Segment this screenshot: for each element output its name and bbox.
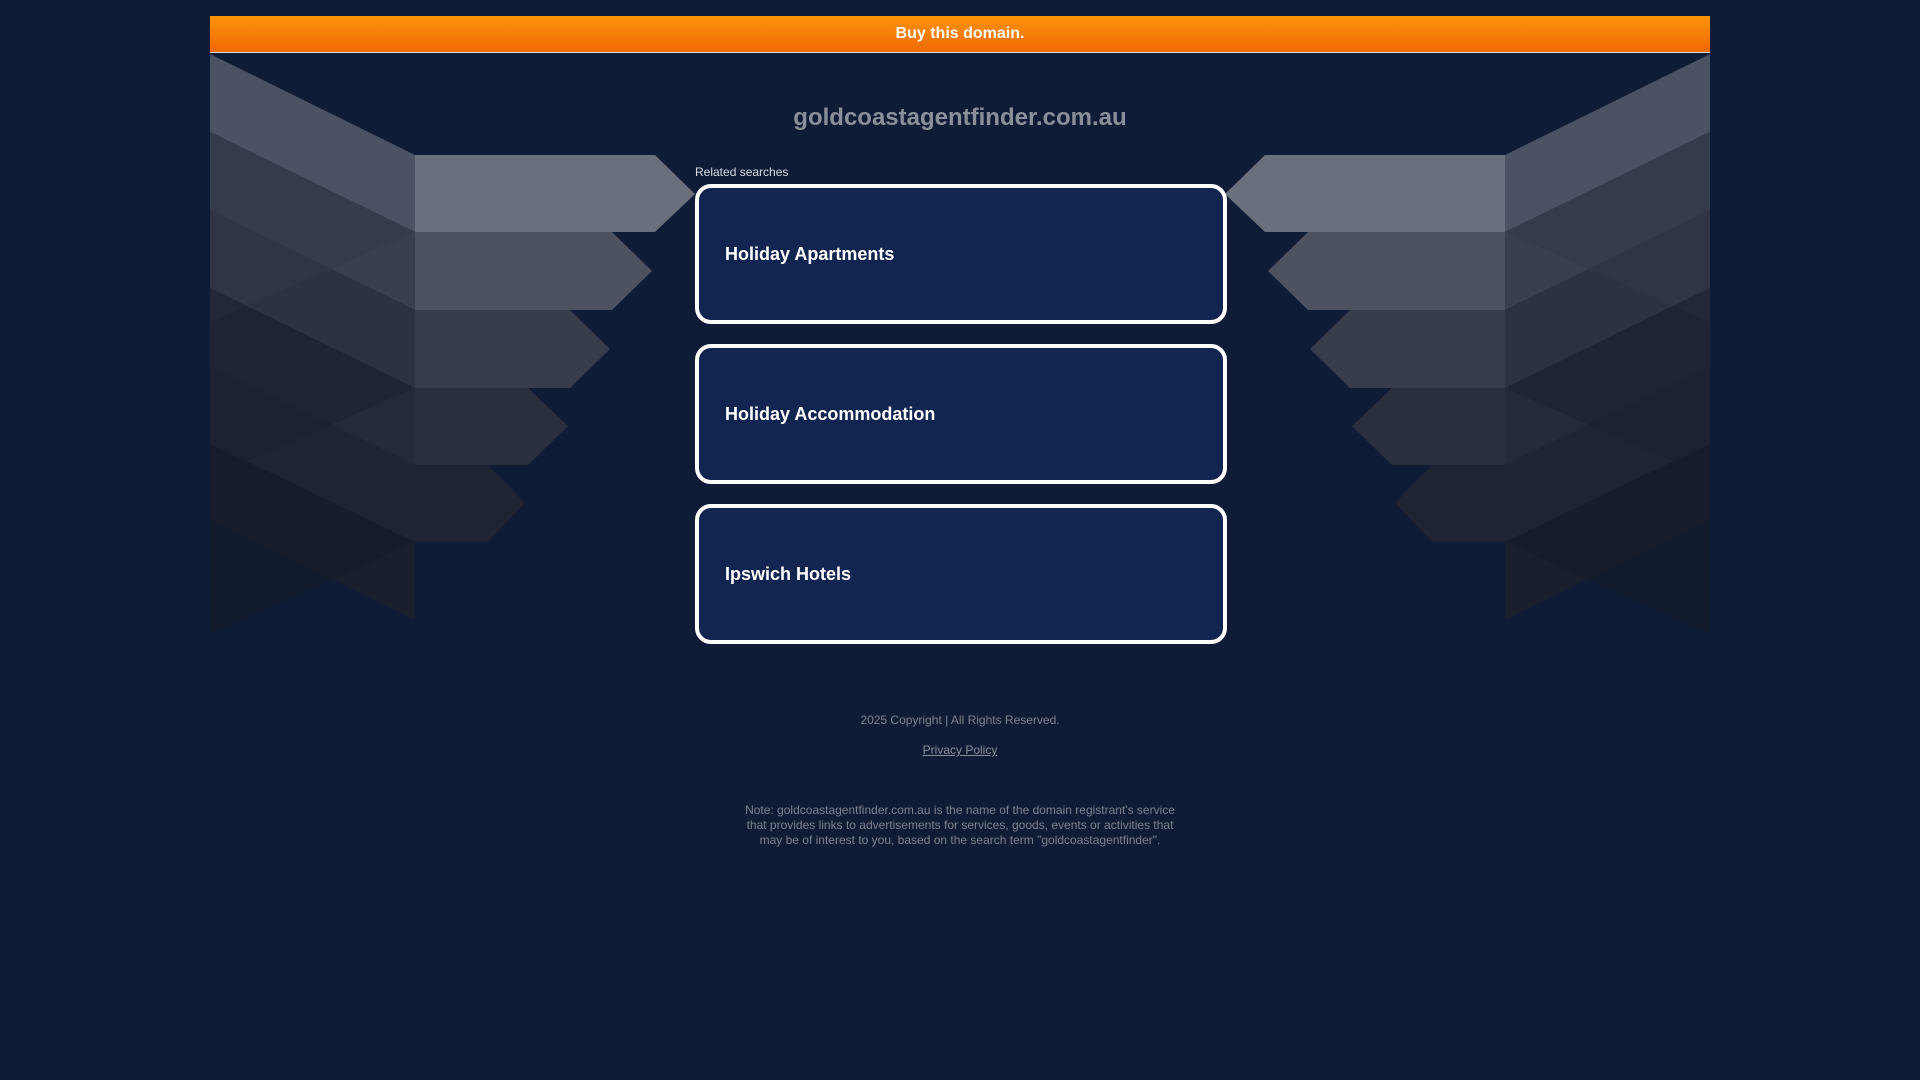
left-arrow-shape [415,388,568,465]
related-link-ipswich-hotels[interactable] [695,504,1227,644]
right-arrow-shape [1310,310,1505,388]
buy-domain-banner[interactable] [210,16,1710,53]
related-link-label[interactable]: Holiday Apartments [725,244,895,264]
related-searches-label: Related searches [695,165,789,179]
right-arrow-shape [1352,388,1505,465]
related-link-holiday-apartments[interactable] [695,184,1227,324]
registrant-note: Note: goldcoastagentfinder.com.au is the name of the domain registrant's service that provides links to advertisements for services, goods, events or activities that may be of interest to you, based on the search term "goldcoastagentfinder". [745,803,1175,847]
left-arrow-shape [415,232,652,310]
privacy-policy-link[interactable]: Privacy Policy [922,743,998,757]
left-arrow-shape [415,155,695,232]
copyright-text: 2025 Copyright | All Rights Reserved. [860,713,1060,727]
related-link-holiday-accommodation[interactable] [695,344,1227,484]
related-link-label[interactable]: Holiday Accommodation [725,404,936,424]
related-link-label[interactable]: Ipswich Hotels [725,564,852,584]
buy-domain-label[interactable]: Buy this domain. [895,25,1025,42]
right-arrow-shape [1395,465,1505,542]
left-arrow-shape [415,310,610,388]
right-arrow-shape [1225,155,1505,232]
right-arrow-shape [1268,232,1505,310]
privacy-policy-row [0,743,1920,757]
domain-name-heading: goldcoastagentfinder.com.au [793,104,1127,131]
left-arrow-shape [415,465,525,542]
